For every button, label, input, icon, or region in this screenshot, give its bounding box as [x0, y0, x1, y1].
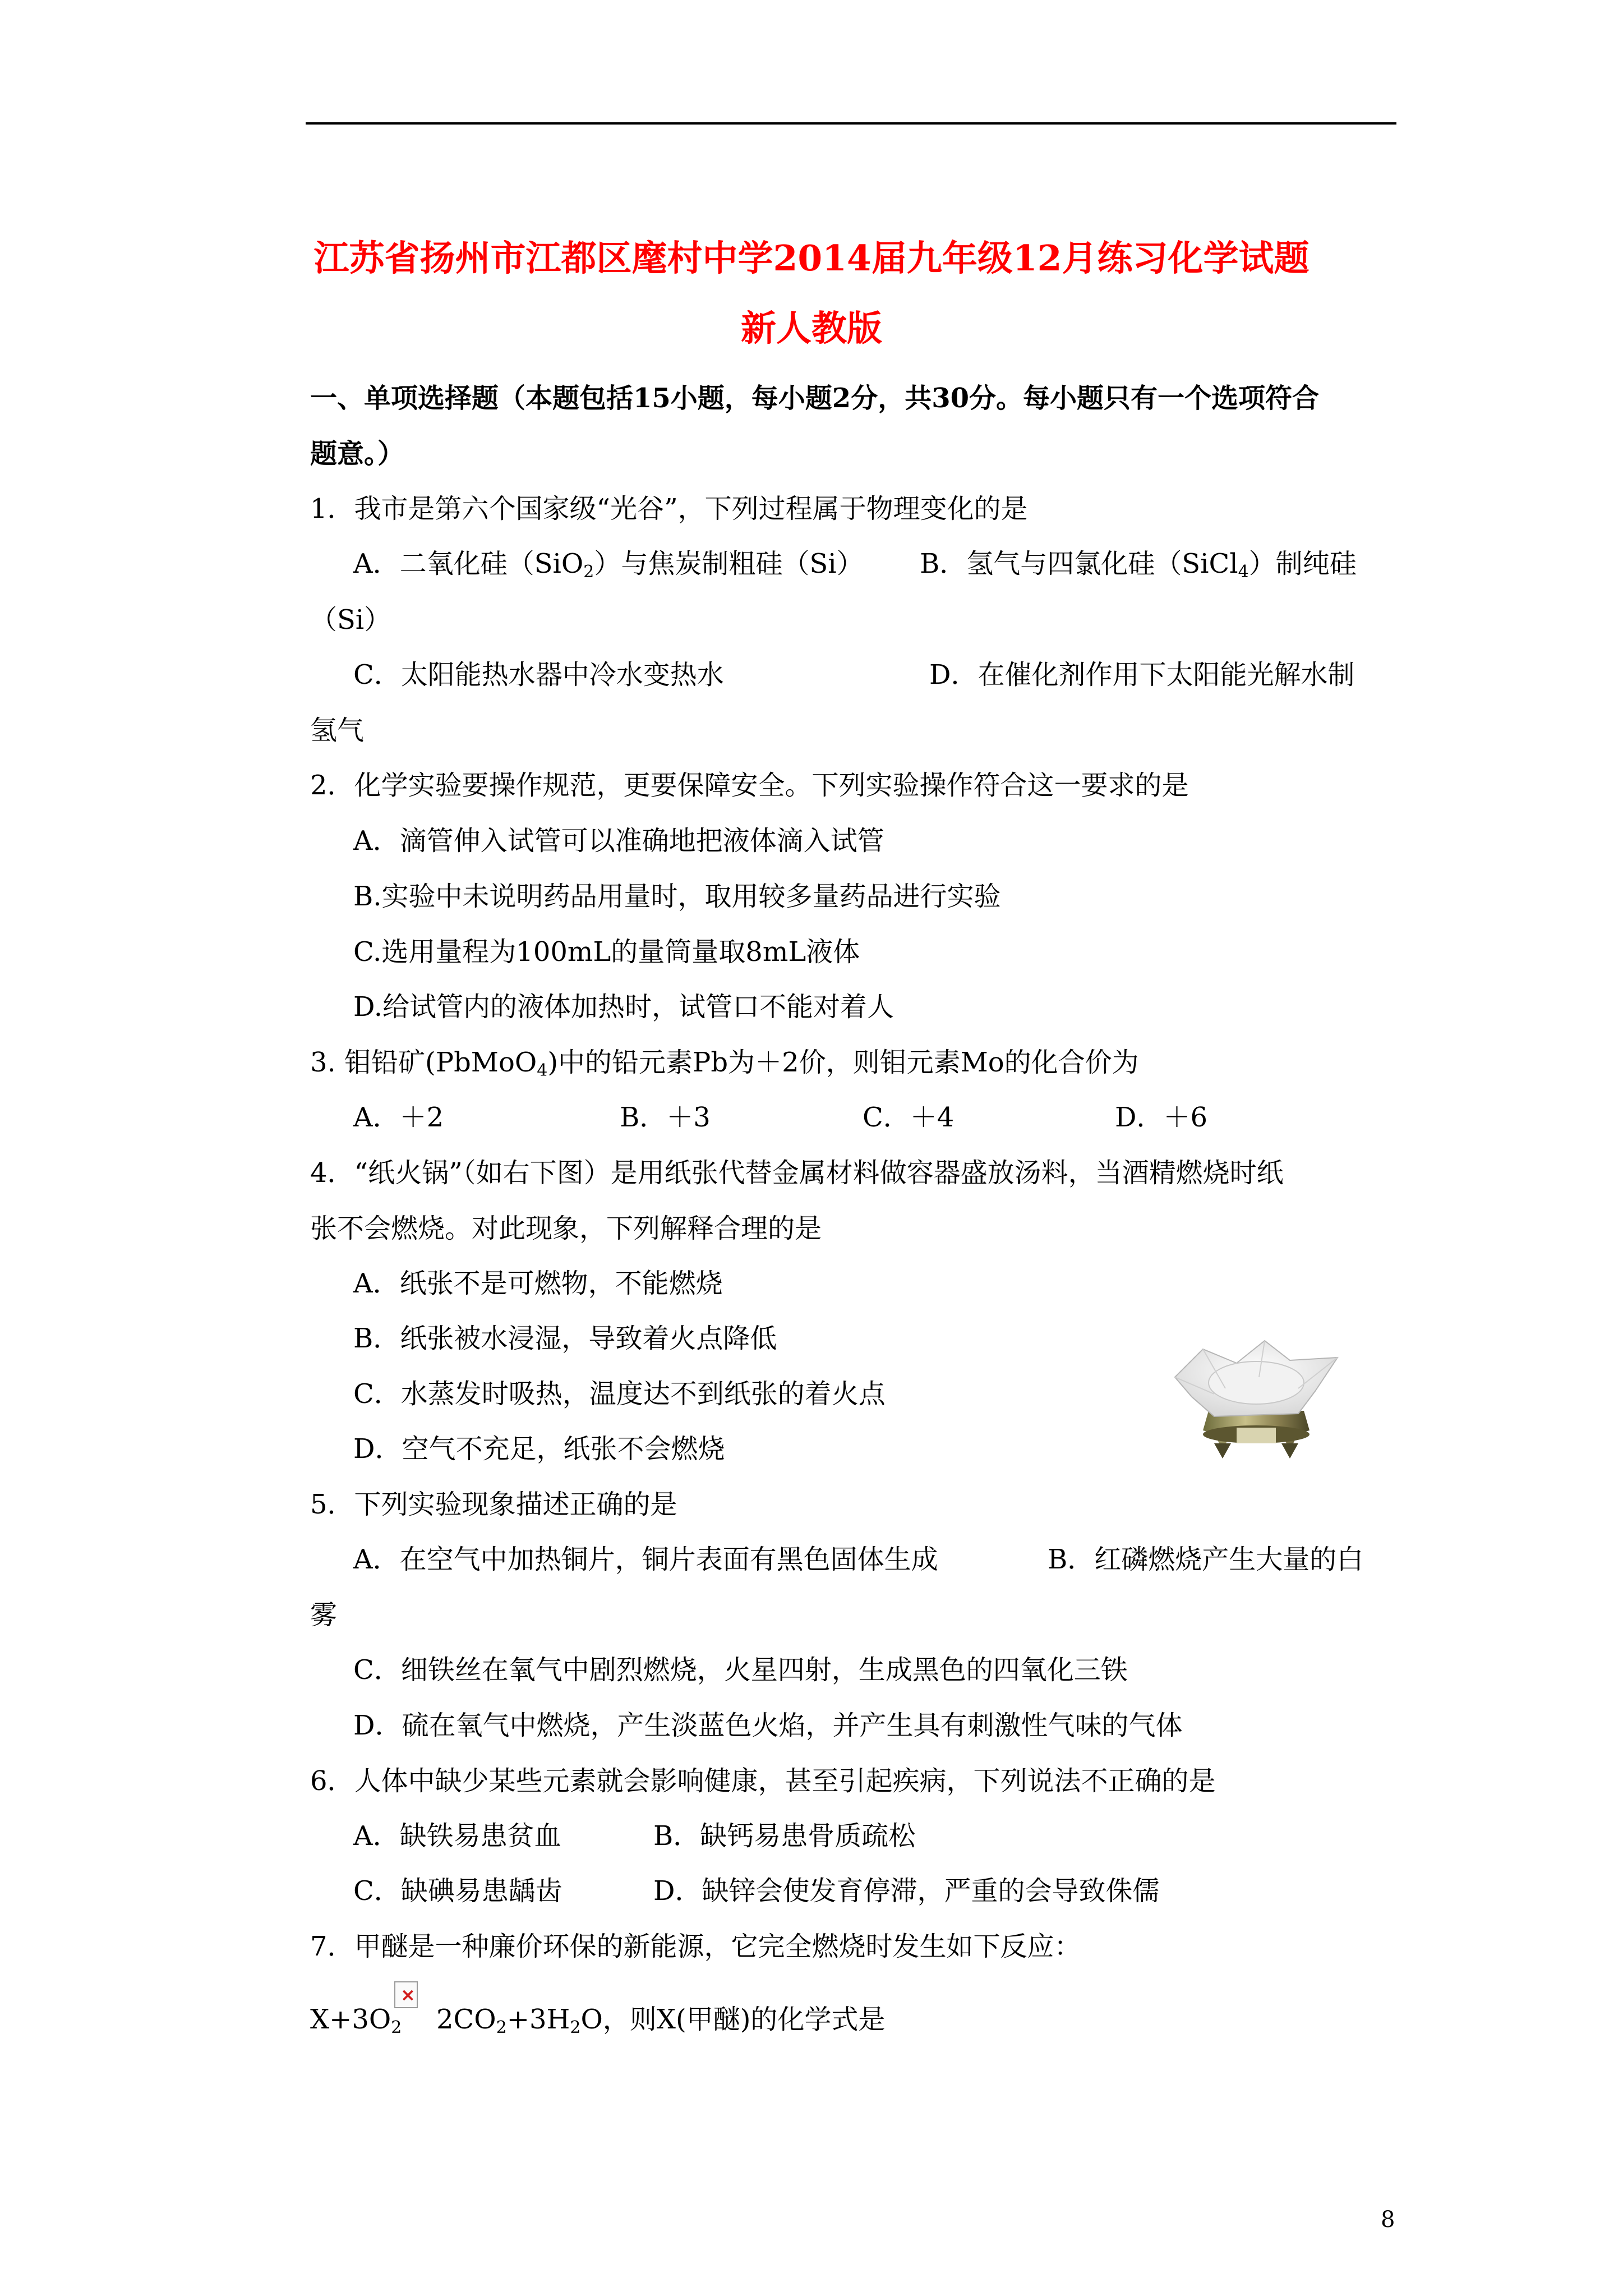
- q4-option-a: A．纸张不是可燃物，不能燃烧: [353, 1268, 723, 1299]
- q5-option-b-cont: 雾: [310, 1599, 338, 1631]
- broken-image-icon: ×: [394, 1981, 418, 2008]
- q3-option-d: D．＋6: [1115, 1102, 1208, 1133]
- q1-option-a: A．二氧化硅（SiO$_2$）与焦炭制粗硅（Si）: [353, 548, 864, 582]
- header-rule: [306, 122, 1396, 125]
- q6-stem: 6．人体中缺少某些元素就会影响健康，甚至引起疾病，下列说法不正确的是: [310, 1765, 1216, 1797]
- q3-stem: 3. 钼铅矿(PbMoO$_4$)中的铅元素Pb为＋2价，则钼元素Mo的化合价为: [310, 1047, 1139, 1080]
- paper-hotpot-image: [1169, 1338, 1343, 1467]
- q3-option-b: B．＋3: [620, 1102, 711, 1133]
- exam-title-line2: 新人教版: [741, 307, 882, 349]
- q7-equation-left: $X+3O_2$: [310, 2004, 402, 2037]
- q2-option-b: B.实验中未说明药品用量时，取用较多量药品进行实验: [353, 881, 1001, 912]
- exam-title-line1: 江苏省扬州市江都区麾村中学2014届九年级12月练习化学试题: [313, 237, 1310, 279]
- q6-option-c: C．缺碘易患龋齿: [353, 1875, 562, 1907]
- q6-option-b: B．缺钙易患骨质疏松: [653, 1820, 916, 1852]
- q6-option-a: A．缺铁易患贫血: [353, 1820, 561, 1852]
- section1-heading: 一、单项选择题（本题包括15小题，每小题2分，共30分。每小题只有一个选项符合: [310, 383, 1319, 414]
- q5-stem: 5．下列实验现象描述正确的是: [310, 1489, 677, 1520]
- q2-stem: 2．化学实验要操作规范，更要保障安全。下列实验操作符合这一要求的是: [310, 770, 1189, 801]
- q5-option-a: A．在空气中加热铜片，铜片表面有黑色固体生成: [353, 1544, 938, 1575]
- q5-option-d: D．硫在氧气中燃烧，产生淡蓝色火焰，并产生具有刺激性气味的气体: [353, 1710, 1183, 1741]
- q1-option-b: B．氢气与四氯化硅（SiCl$_4$）制纯硅: [920, 548, 1357, 582]
- page-number: 8: [1381, 2207, 1395, 2233]
- q3-option-c: C．＋4: [863, 1102, 955, 1133]
- q3-option-a: A．＋2: [353, 1102, 444, 1133]
- q1-option-d: D．在催化剂作用下太阳能光解水制: [929, 659, 1355, 691]
- q1-option-d-cont: 氢气: [310, 715, 365, 746]
- q2-option-c: C.选用量程为100mL的量筒量取8mL液体: [353, 936, 860, 968]
- q7-equation-right: $2CO_2+3H_2O$，则X(甲醚)的化学式是: [436, 2004, 886, 2037]
- q5-option-b: B．红磷燃烧产生大量的白: [1048, 1544, 1364, 1575]
- q4-option-c: C．水蒸发时吸热，温度达不到纸张的着火点: [353, 1378, 886, 1410]
- q2-option-d: D.给试管内的液体加热时，试管口不能对着人: [353, 991, 895, 1023]
- q1-stem: 1．我市是第六个国家级“光谷”，下列过程属于物理变化的是: [310, 493, 1028, 524]
- q4-option-b: B．纸张被水浸湿，导致着火点降低: [353, 1323, 777, 1354]
- q1-option-b-cont: （Si）: [310, 604, 391, 636]
- q4-option-d: D．空气不充足，纸张不会燃烧: [353, 1433, 725, 1465]
- q2-option-a: A．滴管伸入试管可以准确地把液体滴入试管: [353, 825, 884, 857]
- q1-option-c: C．太阳能热水器中冷水变热水: [353, 659, 724, 691]
- section1-heading-cont: 题意。）: [310, 438, 405, 470]
- q7-stem: 7．甲醚是一种廉价环保的新能源，它完全燃烧时发生如下反应：: [310, 1931, 1081, 1962]
- q4-stem-cont: 张不会燃烧。对此现象，下列解释合理的是: [310, 1213, 822, 1244]
- q5-option-c: C．细铁丝在氧气中剧烈燃烧，火星四射，生成黑色的四氧化三铁: [353, 1654, 1128, 1686]
- q6-option-d: D．缺锌会使发育停滞，严重的会导致侏儒: [653, 1875, 1160, 1907]
- q4-stem: 4．“纸火锅”（如右下图）是用纸张代替金属材料做容器盛放汤料，当酒精燃烧时纸: [310, 1157, 1284, 1189]
